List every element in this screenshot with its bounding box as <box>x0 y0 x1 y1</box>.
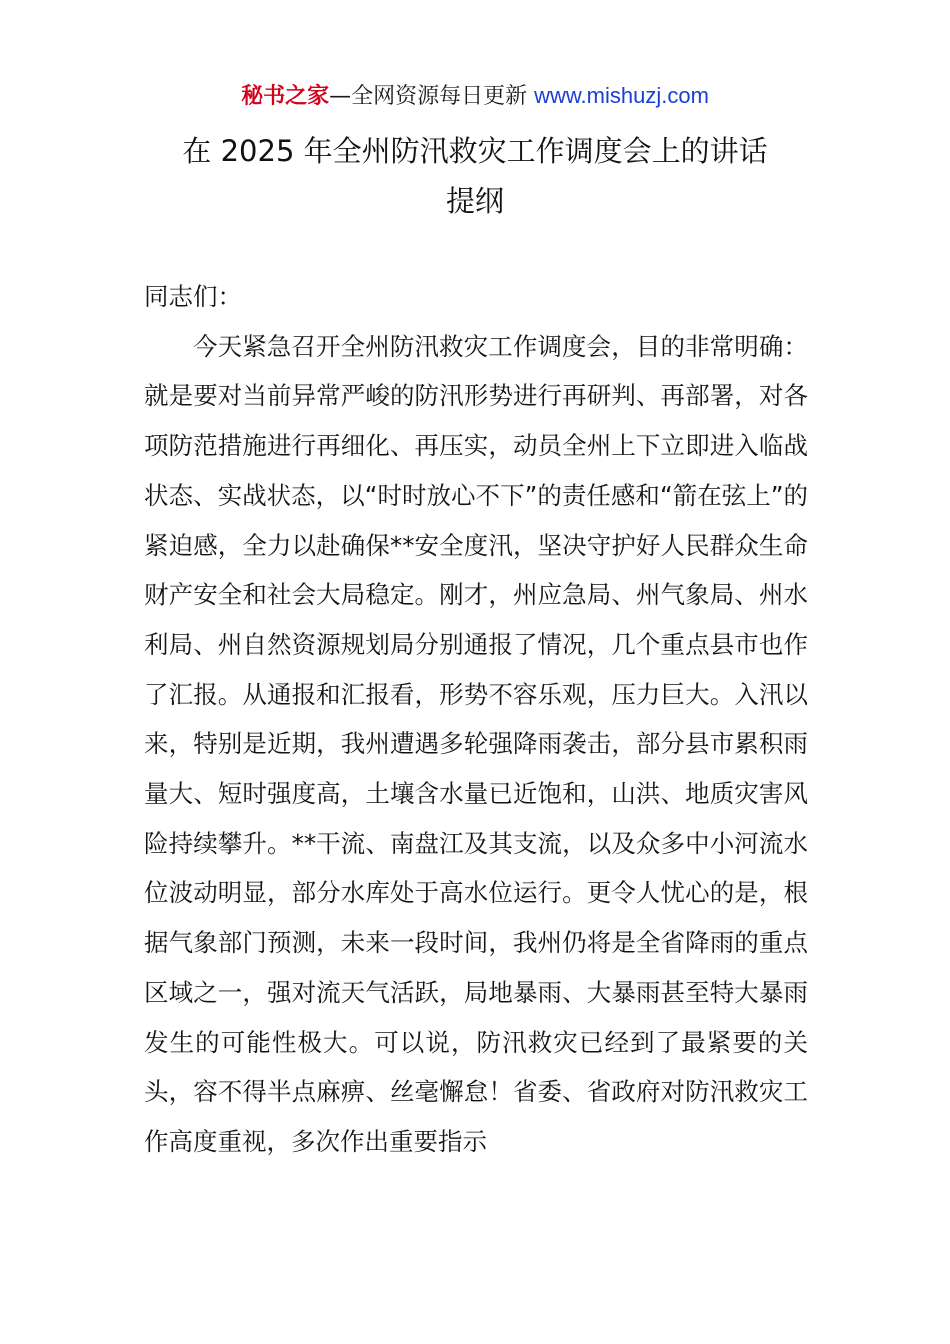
salutation: 同志们： <box>144 282 242 311</box>
header-tagline: —全网资源每日更新 <box>329 84 535 109</box>
site-url-link[interactable]: www.mishuzj.com <box>534 83 709 108</box>
body-paragraph: 今天紧急召开全州防汛救灾工作调度会，目的非常明确：就是要对当前异常严峻的防汛形势进行再研判、再部署，对各项防范措施进行再细化、再压实，动员全州上下立即进入临战状态、实战状态，以“时时放心不下”的责任感和“箭在弦上”的紧迫感，全力以赴确保**安全度汛，坚决守护好人民群众生命财产安全和社会大局稳定。刚才，州应急局、州气象局、州水利局、州自然资源规划局分别通报了情况，几个重点县市也作了汇报。从通报和汇报看，形势不容乐观，压力巨大。入汛以来，特别是近期，我州遭遇多轮强降雨袭击，部分县市累积雨量大、短时强度高，土壤含水量已近饱和，山洪、地质灾害风险持续攀升。**干流、南盘江及其支流，以及众多中小河流水位波动明显，部分水库处于高水位运行。更令人忧心的是，根据气象部门预测，未来一段时间，我州仍将是全省降雨的重点区域之一，强对流天气活跃，局地暴雨、大暴雨甚至特大暴雨发生的可能性极大。可以说，防汛救灾已经到了最紧要的关头，容不得半点麻痹、丝毫懈怠！省委、省政府对防汛救灾工作高度重视，多次作出重要指示 <box>144 331 808 1156</box>
brand-name: 秘书之家 <box>241 84 330 109</box>
title-line-1: 在 2025 年全州防汛救灾工作调度会上的讲话 <box>182 134 768 168</box>
site-header <box>0 80 950 113</box>
title-line-2: 提纲 <box>445 184 504 218</box>
document-body <box>144 272 808 1167</box>
document-title <box>120 126 830 226</box>
